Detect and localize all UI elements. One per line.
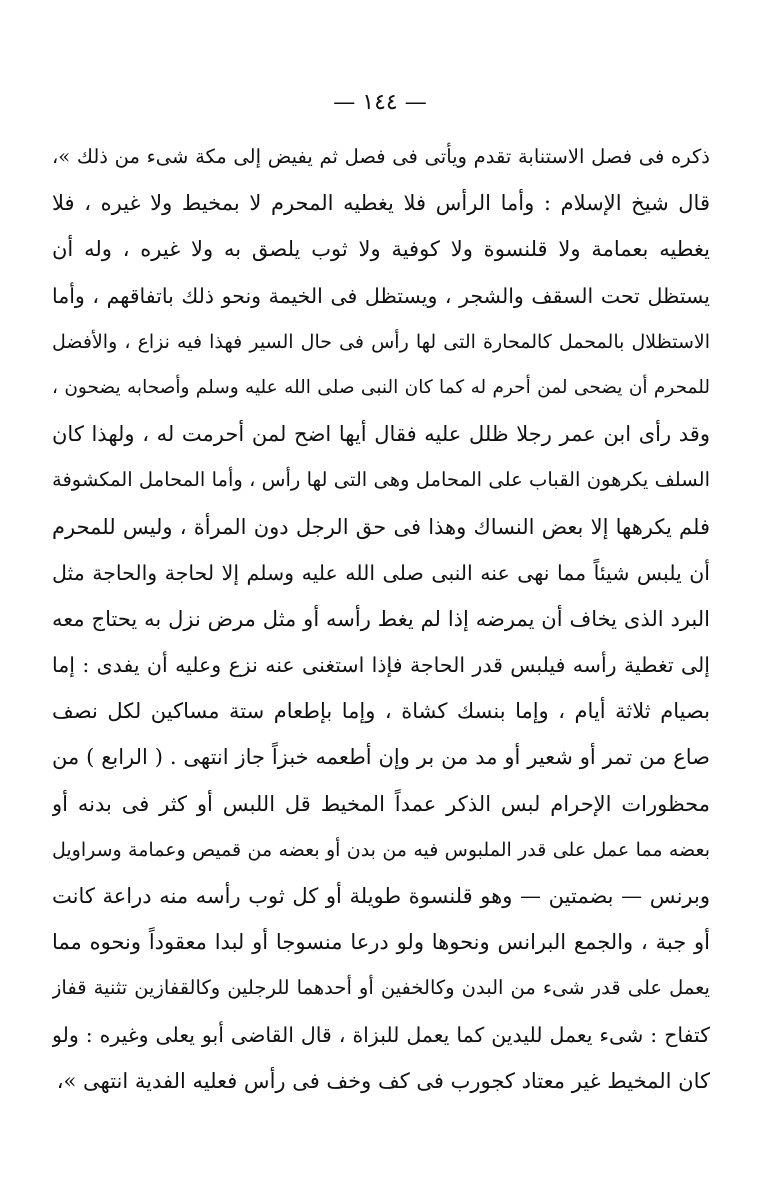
text-line: محظورات الإحرام لبس الذكر عمداً المخيط قل اللبس أو كثر فى بدنه أو <box>52 791 710 816</box>
text-line: وقد رأى ابن عمر رجلا ظلل عليه فقال أيها اضح لمن أحرمت له ، ولهذا كان <box>52 422 710 447</box>
text-line: فلم يكرهها إلا بعض النساك وهذا فى حق الرجل دون المرأة ، وليس للمحرم <box>52 514 710 539</box>
text-line: يعمل على قدر شىء من البدن وكالخفين أو أحدهما للرجلين وكالقفازين تثنية قفاز <box>52 976 710 1000</box>
text-line: الاستظلال بالمحمل كالمحارة التى لها رأس فى حال السير فهذا فيه نزاع ، والأفضل <box>52 330 710 353</box>
text-line: البرد الذى يخاف أن يمرضه إذا لم يغط رأسه أو مثل مرض نزل به يحتاج معه <box>52 606 710 631</box>
text-line: السلف يكرهون القباب على المحامل وهى التى لها رأس ، وأما المحامل المكشوفة <box>52 468 710 492</box>
text-line: إلى تغطية رأسه فيلبس قدر الحاجة فإذا استغنى عنه نزع وعليه أن يفدى : إما <box>52 653 710 678</box>
text-line: بصيام ثلاثة أيام ، وإما بنسك كشاة ، وإما بإطعام ستة مساكين لكل نصف <box>52 699 710 724</box>
text-line: يغطيه بعمامة ولا قلنسوة ولا كوفية ولا ثوب يلصق به ولا غيره ، وله أن <box>52 237 710 262</box>
text-line: وبرنس — بضمتين — وهو قلنسوة طويلة أو كل ثوب رأسه منه دراعة كانت <box>52 884 710 908</box>
text-body <box>52 134 710 1104</box>
text-line: أن يلبس شيئاً مما نهى عنه النبى صلى الله عليه وسلم إلا لحاجة والحاجة مثل <box>52 560 710 585</box>
text-line: أو جبة ، والجمع البرانس ونحوها ولو درعا منسوجا أو لبدا معقوداً ونحوه مما <box>52 930 710 955</box>
page-number: — ١٤٤ — <box>333 90 427 115</box>
text-line: يستظل تحت السقف والشجر ، ويستظل فى الخيمة ونحو ذلك باتفاقهم ، وأما <box>52 283 710 308</box>
text-line: للمحرم أن يضحى لمن أحرم له كما كان النبى صلى الله عليه وسلم وأصحابه يضحون ، <box>52 376 710 398</box>
text-line: صاع من تمر أو شعير أو مد من بر وإن أطعمه خبزاً جاز انتهى . ( الرابع ) من <box>52 745 710 770</box>
text-line: كتفاح : شىء يعمل لليدين كما يعمل للبزاة ، قال القاضى أبو يعلى وغيره : ولو <box>52 1022 710 1047</box>
text-line: ذكره فى فصل الاستنابة تقدم ويأتى فى فصل ثم يفيض إلى مكة شىء من ذلك »، <box>52 145 710 168</box>
text-line: بعضه مما عمل على قدر الملبوس فيه من بدن أو بعضه من قميص وعمامة وسراويل <box>52 838 710 861</box>
text-line: قال شيخ الإسلام : وأما الرأس فلا يغطيه المحرم لا بمخيط ولا غيره ، فلا <box>52 191 710 216</box>
text-line: كان المخيط غير معتاد كجورب فى كف وخف فى رأس فعليه الفدية انتهى »، <box>56 1068 710 1093</box>
